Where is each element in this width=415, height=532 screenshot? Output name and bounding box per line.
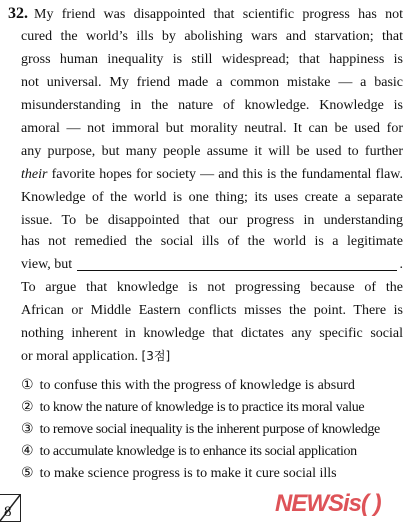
passage-line-12: To argue that knowledge is not progressing because of the <box>21 280 403 295</box>
option-2-number: ② <box>21 399 34 415</box>
italic-word: their <box>21 167 48 182</box>
answer-blank <box>77 270 397 271</box>
option-5[interactable] <box>21 462 337 484</box>
page-number-box <box>0 494 21 522</box>
option-5-text: to make science progress is to make it cure social ills <box>39 466 337 481</box>
newsis-watermark: NEWSis( ) <box>275 490 381 517</box>
passage-line-3: gross human inequality is still widespread; that happiness is <box>21 52 403 67</box>
option-1-number: ① <box>21 377 34 393</box>
option-4-text: to accumulate knowledge is to enhance its social application <box>39 444 357 459</box>
option-3[interactable] <box>21 418 380 440</box>
passage-line-11: has not remedied the social ills of the world is a legitimate <box>21 234 403 249</box>
option-3-number: ③ <box>21 421 34 437</box>
blank-prefix: view, but <box>21 257 73 272</box>
passage-line-5: misunderstanding in the nature of knowledge. Knowledge is <box>21 98 403 113</box>
answer-blank-line <box>21 253 403 276</box>
passage-line-14: nothing inherent in knowledge that dictates any specific social <box>21 326 403 341</box>
points-label: [3점] <box>141 349 171 363</box>
option-4-number: ④ <box>21 443 34 459</box>
passage-line-6: amoral — not immoral but morality neutral. It can be used for <box>21 121 403 136</box>
page-number: 8 <box>4 504 12 520</box>
passage-line-13: African or Middle Eastern conflicts misses the point. There is <box>21 303 403 318</box>
option-5-number: ⑤ <box>21 465 34 481</box>
passage-line-7: any purpose, but many people assume it will be used to further <box>21 144 403 159</box>
question-number: 32. <box>8 5 28 22</box>
option-2-text: to know the nature of knowledge is to practice its moral value <box>39 400 365 415</box>
option-2[interactable] <box>21 396 364 418</box>
passage-line-1: 32. My friend was disappointed that scientific progress has not <box>8 5 403 22</box>
passage-line-10: issue. To be disappointed that our progress in understanding <box>21 213 403 228</box>
passage-line-4: not universal. My friend made a common mistake — a basic <box>21 75 403 90</box>
passage-line-9: Knowledge of the world is one thing; its uses create a separate <box>21 190 403 205</box>
blank-end-period: . <box>399 257 403 272</box>
passage-line-2: cured the world’s ills by abolishing wars and starvation; that <box>21 29 403 44</box>
option-3-text: to remove social inequality is the inherent purpose of knowledge <box>39 422 380 437</box>
passage-line-15: or moral application. [3점] <box>21 349 171 364</box>
passage-line-8: their favorite hopes for society — and this is the fundamental flaw. <box>21 167 404 182</box>
option-1[interactable] <box>21 374 355 396</box>
option-1-text: to confuse this with the progress of knowledge is absurd <box>39 378 355 393</box>
option-4[interactable] <box>21 440 357 462</box>
